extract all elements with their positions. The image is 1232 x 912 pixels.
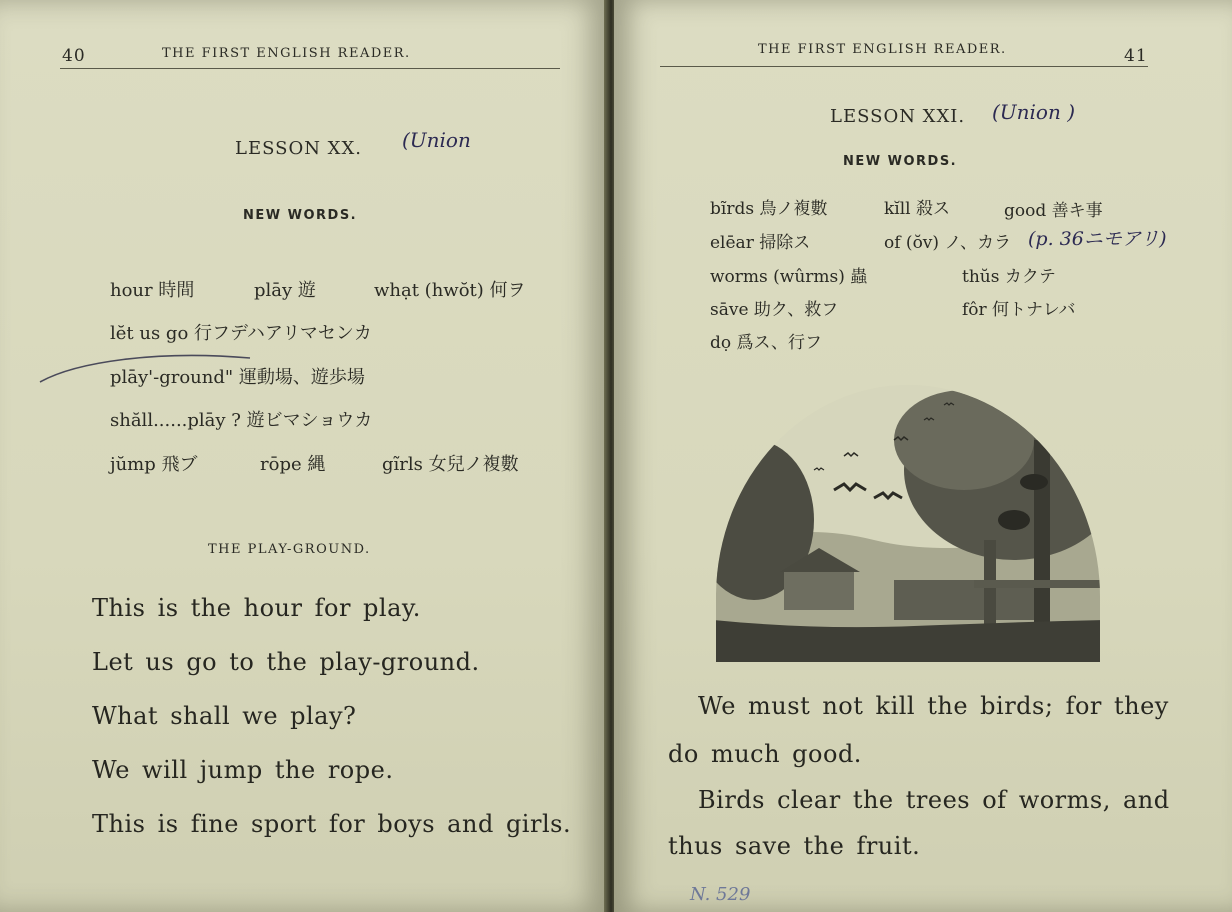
lesson-title: LESSON XX. [235, 138, 363, 159]
vocab-item: thŭs カクテ [962, 267, 1056, 287]
header-rule [660, 66, 1148, 67]
vocab-item: plāy'-ground" 運動場、遊歩場 [110, 367, 365, 388]
story-line: Birds clear the trees of worms, and [698, 786, 1170, 814]
story-line: What shall we play? [92, 702, 357, 730]
birds-illustration [714, 380, 1104, 662]
page-number: 41 [1124, 46, 1148, 66]
library-stamp: N. 529 [690, 884, 751, 905]
vocab-item: sāve 助ク、救フ [710, 300, 839, 320]
left-page [0, 0, 608, 912]
story-line: We must not kill the birds; for they [698, 692, 1169, 720]
right-page [614, 0, 1232, 912]
new-words-heading: NEW WORDS. [843, 154, 958, 169]
handwritten-annotation: (Union ) [992, 100, 1076, 124]
running-head: THE FIRST ENGLISH READER. [162, 46, 411, 61]
handwritten-annotation: (Union [402, 128, 471, 152]
vocab-item: dọ 爲ス、行フ [710, 333, 823, 353]
new-words-heading: NEW WORDS. [243, 208, 358, 223]
vocab-item: of (ŏv) ノ、カラ [884, 233, 1012, 253]
story-title: THE PLAY-GROUND. [208, 542, 371, 557]
vocab-item: elēar 掃除ス [710, 233, 811, 253]
story-line: This is the hour for play. [92, 594, 421, 622]
handwritten-note: (p. 36ニモアリ) [1028, 228, 1167, 250]
header-rule [60, 68, 560, 69]
story-line: thus save the fruit. [668, 832, 921, 860]
vocab-item: rōpe 縄 [260, 454, 326, 475]
story-line: do much good. [668, 740, 862, 768]
story-line: We will jump the rope. [92, 756, 394, 784]
page-number: 40 [62, 46, 86, 66]
vocab-item: jŭmp 飛ブ [110, 454, 198, 475]
vocab-item: gĩrls 女兒ノ複數 [382, 454, 519, 475]
story-line: Let us go to the play-ground. [92, 648, 480, 676]
story-line: This is fine sport for boys and girls. [92, 810, 572, 838]
vocab-item: worms (wûrms) 蟲 [710, 267, 868, 287]
vocab-item: good 善キ事 [1004, 201, 1103, 221]
vocab-item: fôr 何トナレバ [962, 300, 1076, 320]
vocab-item: plāy 遊 [254, 280, 316, 301]
vocab-item: kĭll 殺ス [884, 199, 951, 219]
vocab-item: lĕt us go 行フデハアリマセンカ [110, 323, 372, 344]
lesson-title: LESSON XXI. [830, 106, 966, 127]
vocab-item: shăll......plāy ? 遊ビマショウカ [110, 410, 373, 431]
vocab-item: whạt (hwŏt) 何ヲ [374, 280, 526, 301]
vocab-item: hour 時間 [110, 280, 195, 301]
running-head: THE FIRST ENGLISH READER. [758, 42, 1007, 57]
vocab-item: bĩrds 鳥ノ複數 [710, 199, 828, 219]
